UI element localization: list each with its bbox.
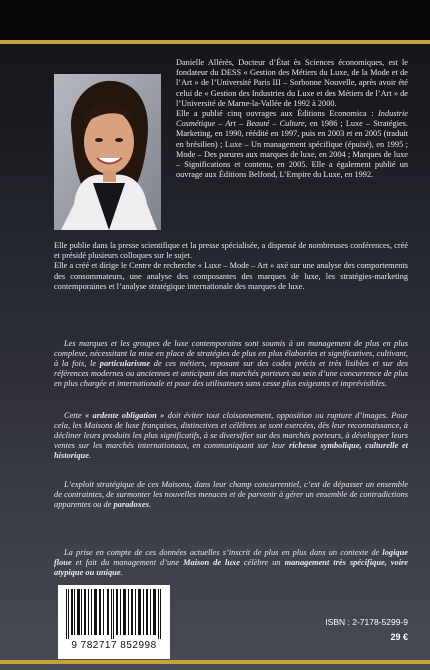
gold-rule-bottom: [0, 660, 430, 664]
bio-paragraph-4: Elle a créé et dirige le Centre de recherche « Luxe – Mode – Art » axé sur une analyse des comportements des consommateurs, une analyse des composantes des marques de luxe, les stratégies-marketing contemporaines et l’analyse stratégique internationale des marques de luxe.: [54, 261, 408, 291]
price-label: 29 €: [390, 632, 408, 642]
summary-paragraph-4: La prise en compte de ces données actuelles s’inscrit de plus en plus dans un contexte de logique floue et fait du management d’une Maison de luxe célèbre un management très spécifique, voire atypique ou unique.: [54, 548, 408, 578]
author-photo: [54, 74, 161, 230]
barcode-number: 9 782717 852998: [71, 640, 157, 651]
barcode-bars: [66, 589, 162, 639]
summary-paragraph-1: Les marques et les groupes de luxe contemporains sont soumis à un management de plus en plus complexe, nécessitant la mise en place de stratégies de plus en plus élaborées et significatives, cultivant, à la fois, le particularisme de ces métiers, reposant sur des codes précis et très lisibles et sur des références modernes ou anciennes et anticipant des marchés porteurs au sein d’une concurrence de plus en plus chargée et internationale et pour des utilisateurs sans cesse plus exigeants et imprévisibles.: [54, 339, 408, 389]
barcode: [58, 585, 170, 659]
isbn-label: ISBN : 2-7178-5299-9: [325, 617, 408, 627]
summary-paragraph-3: L’exploit stratégique de ces Maisons, dans leur champ concurrentiel, c’est de dépasser un ensemble de contraintes, de surmonter les nouvelles menaces et de parvenir à gérer un ensemble de contradictions apparentes ou de paradoxes.: [54, 480, 408, 510]
bio-paragraph-2: Elle a publié cinq ouvrages aux Éditions Economica : Industrie Cosmétique – Art – Beauté – Culture, en 1986 ; Luxe – Stratégies. Marketing, en 1990, réédité en 1997, puis en 2003 et en 2005 (traduit en brésilien) ; Luxe – Un management spécifique (épuisé), en 1995 ; Mode – Des parures aux marques de luxe, en 2004 ; Marques de luxe – Significations et contenu, en 2005. Elle a également publié un ouvrage aux Éditions Belfond, L’Empire du Luxe, en 1992.: [176, 109, 408, 180]
top-band: [0, 0, 430, 40]
bio-paragraph-1: Danielle Allérès, Docteur d’État ès Sciences économiques, est le fondateur du DESS « Gestion des Métiers du Luxe, de la Mode et de l’Art » de l’Université Paris III – Sorbonne Nouvelle, après avoir été celui de « Gestion des Industries du Luxe et des Métiers de l’Art » de l’Université de Marne-la-Vallée de 1992 à 2000.: [176, 58, 408, 108]
summary-paragraph-2: Cette « ardente obligation » doit éviter tout cloisonnement, opposition ou rupture d’images. Pour cela, les Maisons de luxe françaises, distinctives et célèbres se sont exercées, dès leur reconnaissance, à décliner leurs produits les plus significatifs, à se diversifier sur des marchés porteurs, à développer leurs ventes sur les marchés internationaux, en communiquant sur leur richesse symbolique, culturelle et historique.: [54, 411, 408, 461]
gold-rule-top: [0, 40, 430, 44]
author-bio: [176, 58, 408, 180]
author-bio-continued: [54, 241, 408, 292]
bio-paragraph-3: Elle publie dans la presse scientifique et la presse spécialisée, a dispensé de nombreuses conférences, créé et présidé plusieurs colloques sur le sujet.: [54, 241, 408, 261]
